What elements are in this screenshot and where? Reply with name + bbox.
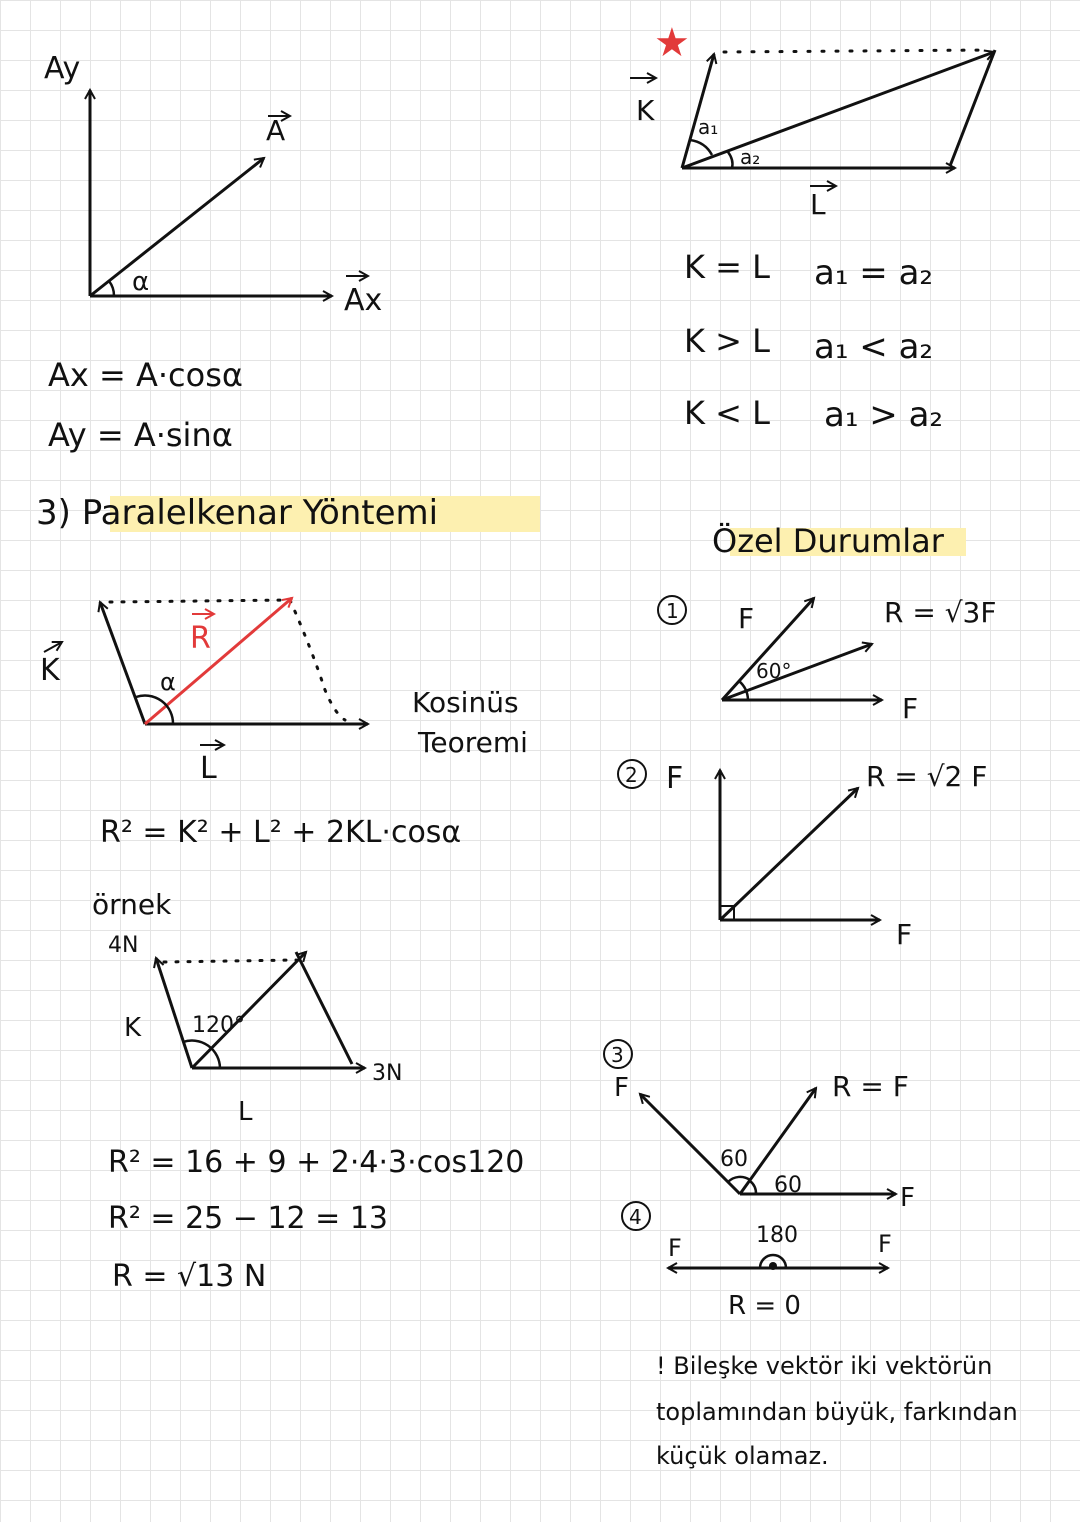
case4-result: R = 0 bbox=[728, 1291, 801, 1321]
case3-arc-left bbox=[728, 1177, 750, 1182]
alpha-label: α bbox=[132, 267, 150, 297]
case2-f-top: F bbox=[666, 761, 684, 796]
formula-ay: Ay = A·sinα bbox=[48, 416, 233, 454]
case3-f-left: F bbox=[614, 1073, 629, 1103]
k-label-right: K bbox=[636, 94, 655, 127]
a-label: A bbox=[266, 114, 286, 147]
ay-label: Ay bbox=[44, 51, 81, 86]
special-case-2 bbox=[618, 760, 987, 951]
example-diagram bbox=[108, 933, 402, 1127]
example-k-label: K bbox=[124, 1013, 142, 1043]
r-label: R bbox=[190, 621, 211, 656]
l-label: L bbox=[200, 751, 217, 786]
angle-arc-alpha bbox=[136, 696, 173, 724]
example-angle: 120° bbox=[192, 1013, 245, 1038]
vector-a bbox=[90, 158, 264, 296]
case1-angle: 60° bbox=[756, 659, 792, 683]
case2-f-right: F bbox=[896, 918, 913, 951]
dotted-top bbox=[110, 600, 290, 602]
relation-cond-1: K = L bbox=[684, 248, 770, 286]
case3-vector-left bbox=[640, 1094, 740, 1194]
l-label-right: L bbox=[810, 188, 826, 221]
angle-compare-diagram bbox=[630, 50, 995, 221]
case4-angle: 180 bbox=[756, 1223, 798, 1248]
relation-cond-2: K > L bbox=[684, 322, 770, 360]
special-case-1 bbox=[658, 596, 996, 725]
theorem-line1: Kosinüs bbox=[412, 686, 519, 719]
special-case-4 bbox=[622, 1202, 892, 1321]
section-heading-parallelogram: 3) Paralelkenar Yöntemi bbox=[36, 493, 439, 533]
example-step-3: R = √13 N bbox=[112, 1259, 267, 1294]
note-line-2: toplamından büyük, farkından bbox=[656, 1398, 1018, 1426]
example-resultant bbox=[192, 952, 306, 1068]
case3-angle-left: 60 bbox=[720, 1147, 748, 1172]
example-vector-k bbox=[156, 958, 192, 1068]
vector-k bbox=[100, 602, 145, 724]
case4-center-dot bbox=[769, 1262, 777, 1270]
case3-result: R = F bbox=[832, 1070, 909, 1103]
case3-number: 3 bbox=[611, 1043, 624, 1067]
special-case-3 bbox=[604, 1040, 915, 1213]
case1-vector-top bbox=[722, 598, 814, 700]
theorem-line2: Teoremi bbox=[418, 726, 528, 759]
relation-result-1: a₁ = a₂ bbox=[814, 253, 934, 293]
case3-f-right: F bbox=[900, 1183, 915, 1213]
example-dotted-top bbox=[164, 960, 296, 962]
example-k-value: 4N bbox=[108, 933, 139, 958]
example-side bbox=[296, 952, 352, 1064]
example-step-1: R² = 16 + 9 + 2·4·3·cos120 bbox=[108, 1145, 525, 1180]
star-icon: ★ bbox=[654, 20, 690, 66]
parallelogram-diagram bbox=[40, 598, 368, 786]
a1-label: a₁ bbox=[698, 115, 719, 139]
ax-label: Ax bbox=[344, 283, 383, 318]
a2-arc bbox=[728, 152, 733, 168]
k-label: K bbox=[40, 653, 60, 688]
case1-number: 1 bbox=[666, 599, 679, 623]
example-step-2: R² = 25 − 12 = 13 bbox=[108, 1201, 389, 1236]
case1-result: R = √3F bbox=[884, 596, 997, 629]
formula-ax: Ax = A·cosα bbox=[48, 356, 243, 394]
example-l-label: L bbox=[238, 1097, 253, 1127]
k-vector-arrow-icon bbox=[44, 642, 62, 652]
case2-number: 2 bbox=[625, 763, 638, 787]
alpha-label-2: α bbox=[160, 668, 176, 696]
resultant-right bbox=[682, 52, 994, 168]
dotted-top-right bbox=[724, 50, 988, 52]
case1-f-top: F bbox=[738, 602, 755, 635]
note-line-3: küçük olamaz. bbox=[656, 1442, 829, 1470]
case4-number: 4 bbox=[629, 1205, 642, 1229]
cosine-formula: R² = K² + L² + 2KL·cosα bbox=[100, 815, 462, 850]
note-line-1: ! Bileşke vektör iki vektörün bbox=[656, 1352, 993, 1380]
case2-resultant bbox=[720, 788, 858, 920]
example-title: örnek bbox=[92, 888, 172, 921]
a2-label: a₂ bbox=[740, 145, 761, 169]
case4-f-left: F bbox=[668, 1234, 682, 1262]
case3-angle-right: 60 bbox=[774, 1173, 802, 1198]
dotted-right bbox=[290, 600, 345, 720]
example-l-value: 3N bbox=[372, 1061, 403, 1086]
relation-result-2: a₁ < a₂ bbox=[814, 327, 934, 367]
relation-result-3: a₁ > a₂ bbox=[824, 395, 944, 435]
case1-f-right: F bbox=[902, 692, 919, 725]
a1-arc bbox=[690, 140, 712, 155]
angle-arc bbox=[109, 281, 114, 296]
case1-resultant bbox=[722, 644, 872, 700]
relation-cond-3: K < L bbox=[684, 394, 770, 432]
case2-result: R = √2 F bbox=[866, 760, 988, 793]
case3-arc-right bbox=[750, 1181, 756, 1194]
component-diagram bbox=[44, 51, 382, 318]
case4-f-right: F bbox=[878, 1230, 892, 1258]
special-cases-heading: Özel Durumlar bbox=[712, 522, 944, 560]
